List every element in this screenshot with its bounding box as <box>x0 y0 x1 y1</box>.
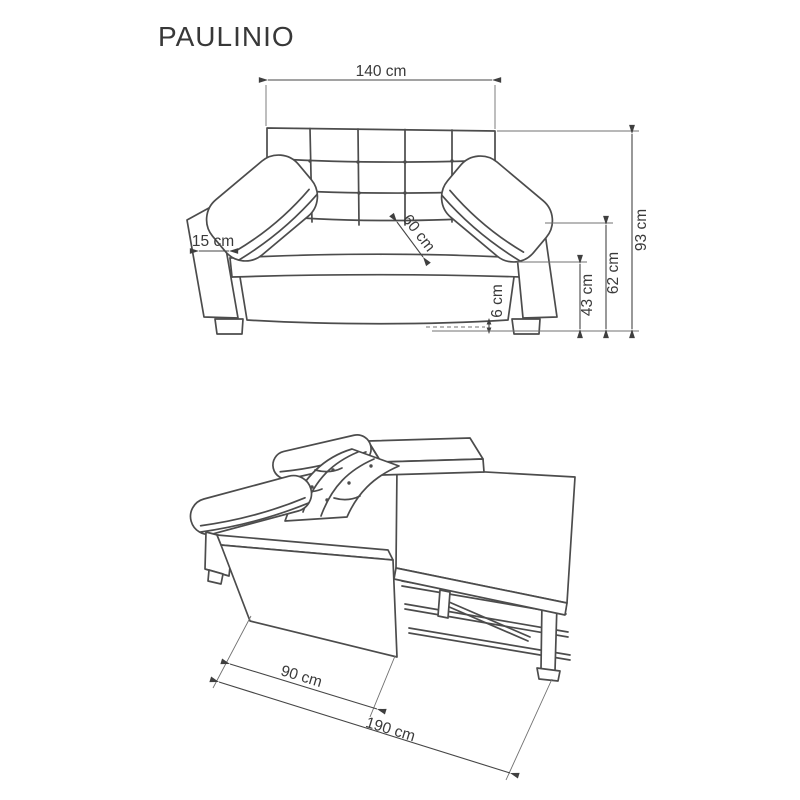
sofa-foot-right <box>512 319 540 334</box>
dim-leg-height <box>426 284 506 334</box>
sofa-foot-left <box>215 319 243 334</box>
dim-seat-depth-label: 60 cm <box>398 211 439 256</box>
dim-sleeping-length <box>219 679 552 780</box>
dim-overall-height-label: 93 cm <box>633 208 650 252</box>
sofa-bed-unfolded-view <box>186 432 575 780</box>
sofa-front-view <box>187 63 650 334</box>
bed-front-panel <box>217 535 397 657</box>
backrest-tuft-dots <box>308 159 453 194</box>
frame-cross-brace <box>447 602 530 641</box>
dim-seat-depth <box>397 211 438 257</box>
dim-overall-width-label: 140 cm <box>355 63 407 80</box>
dim-sleeping-width-label: 90 cm <box>278 662 324 691</box>
dim-armrest-width-label: 15 cm <box>191 233 235 250</box>
frame-leg-foot <box>537 668 560 681</box>
dim-leg-height-label: 6 cm <box>489 284 506 318</box>
seat-front-edge <box>230 254 524 258</box>
product-title: PAULINIO <box>158 21 295 52</box>
bed-bolster-lower <box>186 472 315 539</box>
base-panel <box>240 277 514 324</box>
dim-overall-width <box>266 63 495 129</box>
backrest-row-1 <box>267 158 495 162</box>
dim-armrest-height-label: 62 cm <box>605 251 622 295</box>
rail-bottom-edge <box>232 275 522 277</box>
bed-mattress <box>394 467 575 615</box>
armrest-box-top <box>368 438 483 462</box>
bolster-body <box>186 472 315 539</box>
frame-rear-leg <box>438 590 450 618</box>
dim-seat-height-label: 43 cm <box>579 273 596 317</box>
dim-sleeping-length-label: 190 cm <box>363 714 418 746</box>
backrest-columns <box>310 129 452 226</box>
front-panel-face <box>221 545 397 657</box>
dim-armrest-width <box>192 233 234 251</box>
